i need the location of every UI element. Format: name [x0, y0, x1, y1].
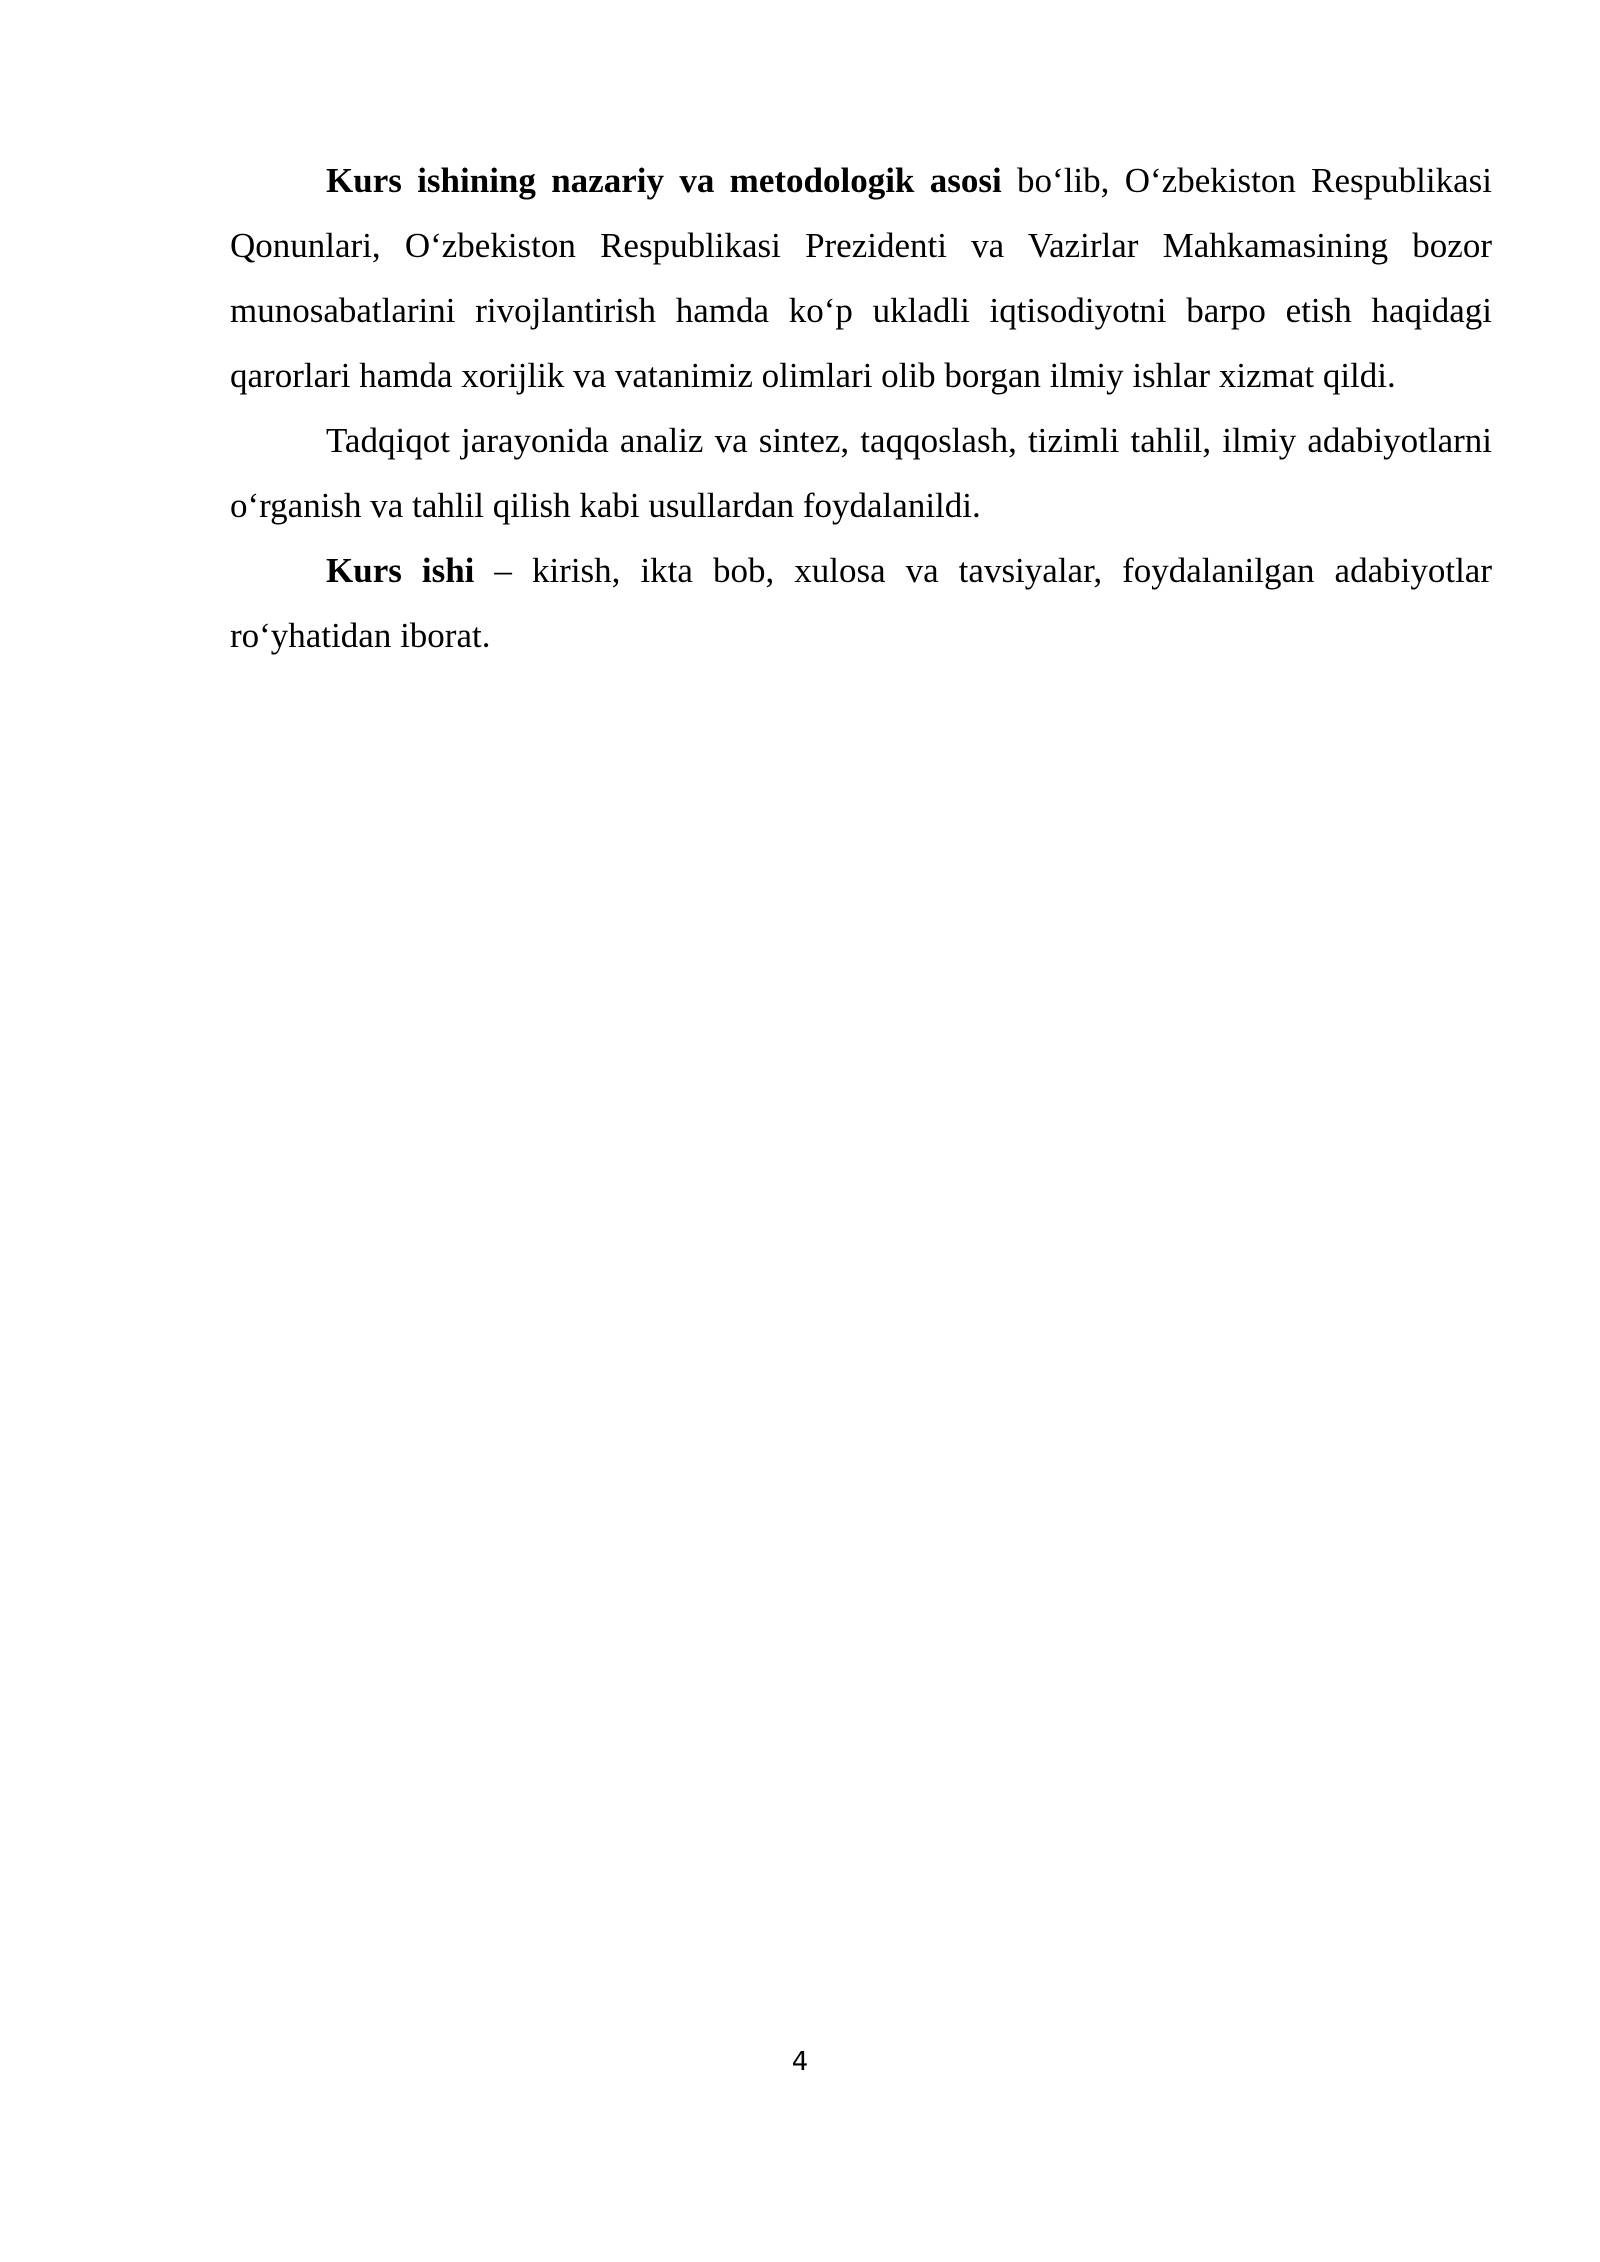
paragraph-methodology — [230, 148, 1492, 408]
page-number: 4 — [791, 2047, 809, 2077]
paragraph-text: Tadqiqot jarayonida analiz va sintez, taqqoslash, tizimli tahlil, ilmiy adabiyotlarni o‘rganish va tahlil qilish kabi usullardan foydalanildi. — [230, 421, 1492, 525]
paragraph-structure — [230, 538, 1492, 668]
paragraph-text: bo‘lib, O‘zbekiston Respublikasi Qonunlari, O‘zbekiston Respublikasi Prezidenti va Vazirlar Mahkamasining bozor munosabatlarini rivojlantirish hamda ko‘p ukladli iqtisodiyotni barpo etish haqidagi qarorlari hamda xorijlik va vatanimiz olimlari olib borgan ilmiy ishlar xizmat qildi. — [230, 161, 1492, 395]
paragraph-bold-lead: Kurs ishi — [326, 551, 475, 590]
paragraph-bold-lead: Kurs ishining nazariy va metodologik asosi — [326, 161, 1002, 200]
paragraph-text: – kirish, ikta bob, xulosa va tavsiyalar, foydalanilgan adabiyotlar ro‘yhatidan iborat. — [230, 551, 1492, 655]
document-body — [230, 148, 1492, 668]
paragraph-research-methods — [230, 408, 1492, 538]
